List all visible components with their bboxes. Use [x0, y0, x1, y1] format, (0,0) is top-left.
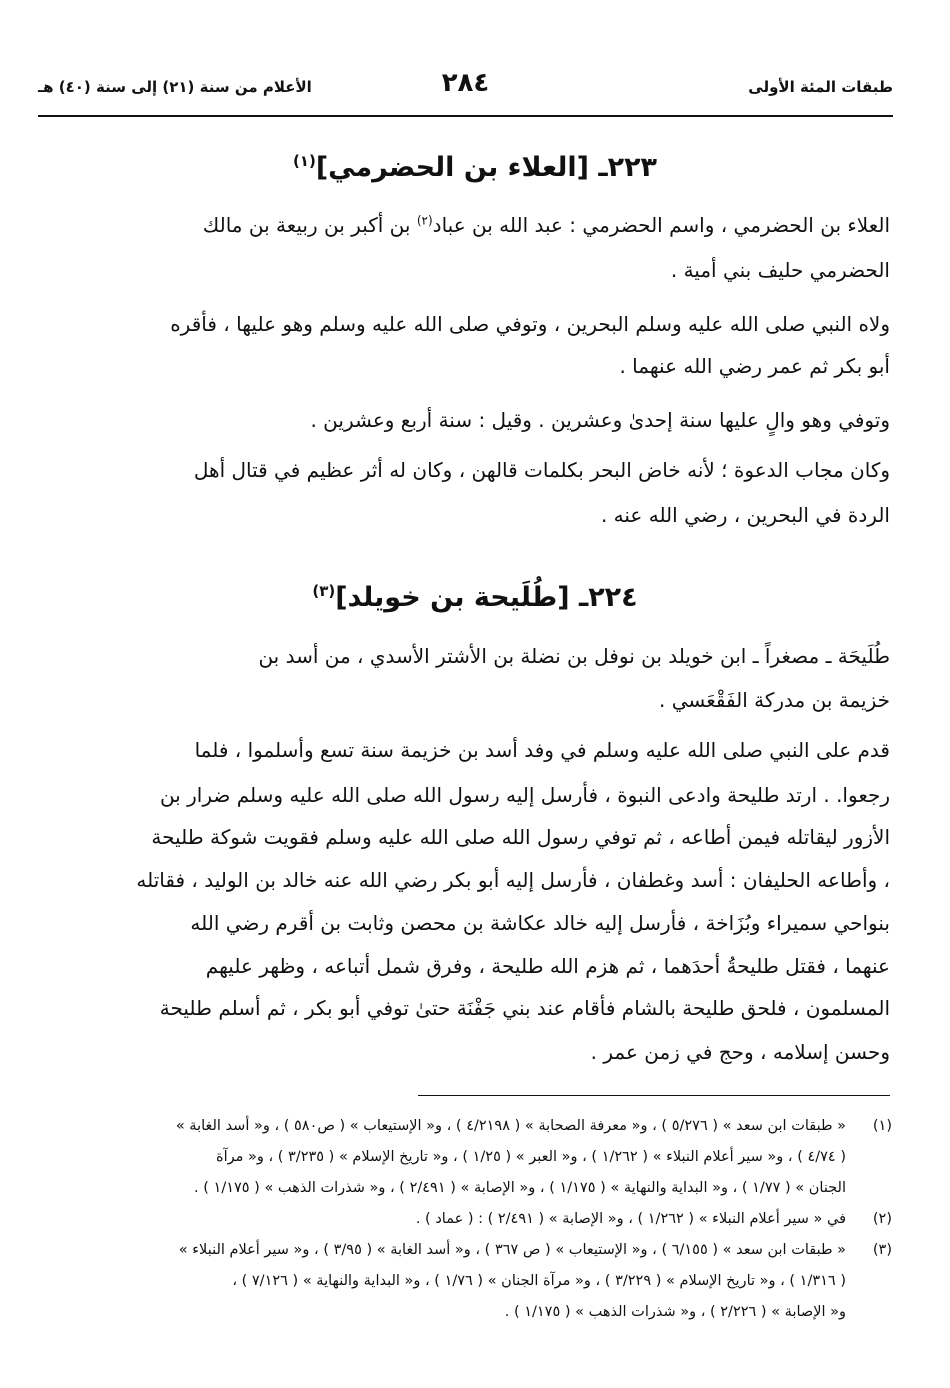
text-segment: بن أكبر بن ربيعة بن مالك — [202, 213, 417, 237]
footnote-number: (٣) — [872, 1242, 892, 1258]
text-line: قدم على النبي صلى الله عليه وسلم في وفد أسد بن خزيمة سنة تسع وأسلموا ، فلما — [194, 738, 890, 762]
range-note: الأعلام من سنة (٢١) إلى سنة (٤٠) هـ — [38, 78, 312, 96]
footnote-line: ( ٤/٧٤ ) ، و« سير أعلام النبلاء » ( ١/٢٦٢ ) ، و« العبر » ( ١/٢٥ ) ، و« تاريخ الإسلام » ( ٣/٢٣٥ ) ، و« مرآة — [215, 1149, 846, 1165]
footnote-line: و« الإصابة » ( ٢/٢٢٦ ) ، و« شذرات الذهب » ( ١/١٧٥ ) . — [504, 1304, 846, 1320]
footnote-line: في « سير أعلام النبلاء » ( ١/٢٦٢ ) ، و« الإصابة » ( ٢/٤٩١ ) : ( عماد ) . — [415, 1211, 846, 1227]
footnote-line: « طبقات ابن سعد » ( ٦/١٥٥ ) ، و« الإستيعاب » ( ص ٣٦٧ ) ، و« أسد الغابة » ( ٣/٩٥ ) ، و« سير أعلام النبلاء » — [178, 1242, 846, 1258]
text-line: رجعوا. . ارتد طليحة وادعى النبوة ، فأرسل إليه رسول الله صلى الله عليه وسلم ضرار بن — [159, 783, 890, 807]
text-line: أبو بكر ثم عمر رضي الله عنهما . — [619, 354, 890, 378]
text-line: الحضرمي حليف بني أمية . — [670, 258, 890, 282]
entry-title-223 — [60, 152, 890, 183]
text-line: ، وأطاعه الحليفان : أسد وغطفان ، فأرسل إليه أبو بكر رضي الله عنه خالد بن الوليد ، فقاتله — [136, 868, 890, 892]
book-title: طبقات المئة الأولى — [748, 78, 893, 96]
text-line: الأزور ليقاتله فيمن أطاعه ، ثم توفي رسول الله صلى الله عليه وسلم فقويت شوكة طليحة — [151, 825, 890, 849]
page-number: ٢٨٤ — [441, 68, 490, 98]
running-header — [38, 68, 893, 110]
footnote-number: (٢) — [872, 1211, 892, 1227]
footnote-number: (١) — [872, 1118, 892, 1134]
footnote-line: ( ١/٣١٦ ) ، و« تاريخ الإسلام » ( ٣/٢٢٩ ) ، و« مرآة الجنان » ( ١/٧٦ ) ، و« البداية والنهاية » ( ٧/١٢٦ ) ، — [232, 1273, 846, 1289]
entry-title-text: ٢٢٤ـ [طُلَيحة بن خويلد] — [335, 582, 638, 613]
entry-title-text: ٢٢٣ـ [العلاء بن الحضرمي] — [315, 152, 658, 183]
text-line — [62, 213, 890, 237]
text-line: عنهما ، فقتل طليحةُ أحدَهما ، ثم هزم الله طليحة ، وفرق شمل أتباعه ، وظهر عليهم — [205, 954, 890, 978]
footnote-marker: (٣) — [312, 582, 336, 600]
text-line: بنواحي سميراء وبُزَاخة ، فأرسل إليه خالد عكاشة بن محصن وثابت بن أقرم رضي الله — [190, 911, 890, 935]
text-line: طُلَيحَة ـ مصغراً ـ ابن خويلد بن نوفل بن نضلة بن الأشتر الأسدي ، من أسد بن — [258, 644, 890, 668]
footnote-line: الجنان » ( ١/٧٧ ) ، و« البداية والنهاية » ( ١/١٧٥ ) ، و« الإصابة » ( ٢/٤٩١ ) ، و« شذرات الذهب » ( ١/١٧٥ ) . — [194, 1180, 846, 1196]
text-line: ولاه النبي صلى الله عليه وسلم البحرين ، وتوفي صلى الله عليه وسلم وهو عليها ، فأقره — [170, 312, 890, 336]
text-line: وتوفي وهو والٍ عليها سنة إحدىٰ وعشرين . وقيل : سنة أربع وعشرين . — [310, 408, 890, 432]
text-line: وحسن إسلامه ، وحج في زمن عمر . — [590, 1040, 890, 1064]
header-divider — [38, 115, 893, 117]
text-line: الردة في البحرين ، رضي الله عنه . — [600, 503, 890, 527]
text-line: وكان مجاب الدعوة ؛ لأنه خاض البحر بكلمات قالهن ، وكان له أثر عظيم في قتال أهل — [193, 458, 890, 482]
footnote-marker: (٢) — [416, 213, 433, 228]
footnote-marker: (١) — [292, 152, 316, 170]
text-line: المسلمون ، فلحق طليحة بالشام فأقام عند بني جَفْنَة حتىٰ توفي أبو بكر ، ثم أسلم طليحة — [159, 996, 890, 1020]
footnote-divider — [418, 1095, 890, 1096]
text-segment: العلاء بن الحضرمي ، واسم الحضرمي : عبد الله بن عباد — [432, 213, 890, 237]
footnote-line: « طبقات ابن سعد » ( ٥/٢٧٦ ) ، و« معرفة الصحابة » ( ٤/٢١٩٨ ) ، و« الإستيعاب » ( ص٥٨٠ ) ، و« أسد الغابة » — [175, 1118, 846, 1134]
entry-title-224 — [60, 582, 890, 613]
text-line: خزيمة بن مدركة الفَقْعَسي . — [659, 688, 890, 712]
